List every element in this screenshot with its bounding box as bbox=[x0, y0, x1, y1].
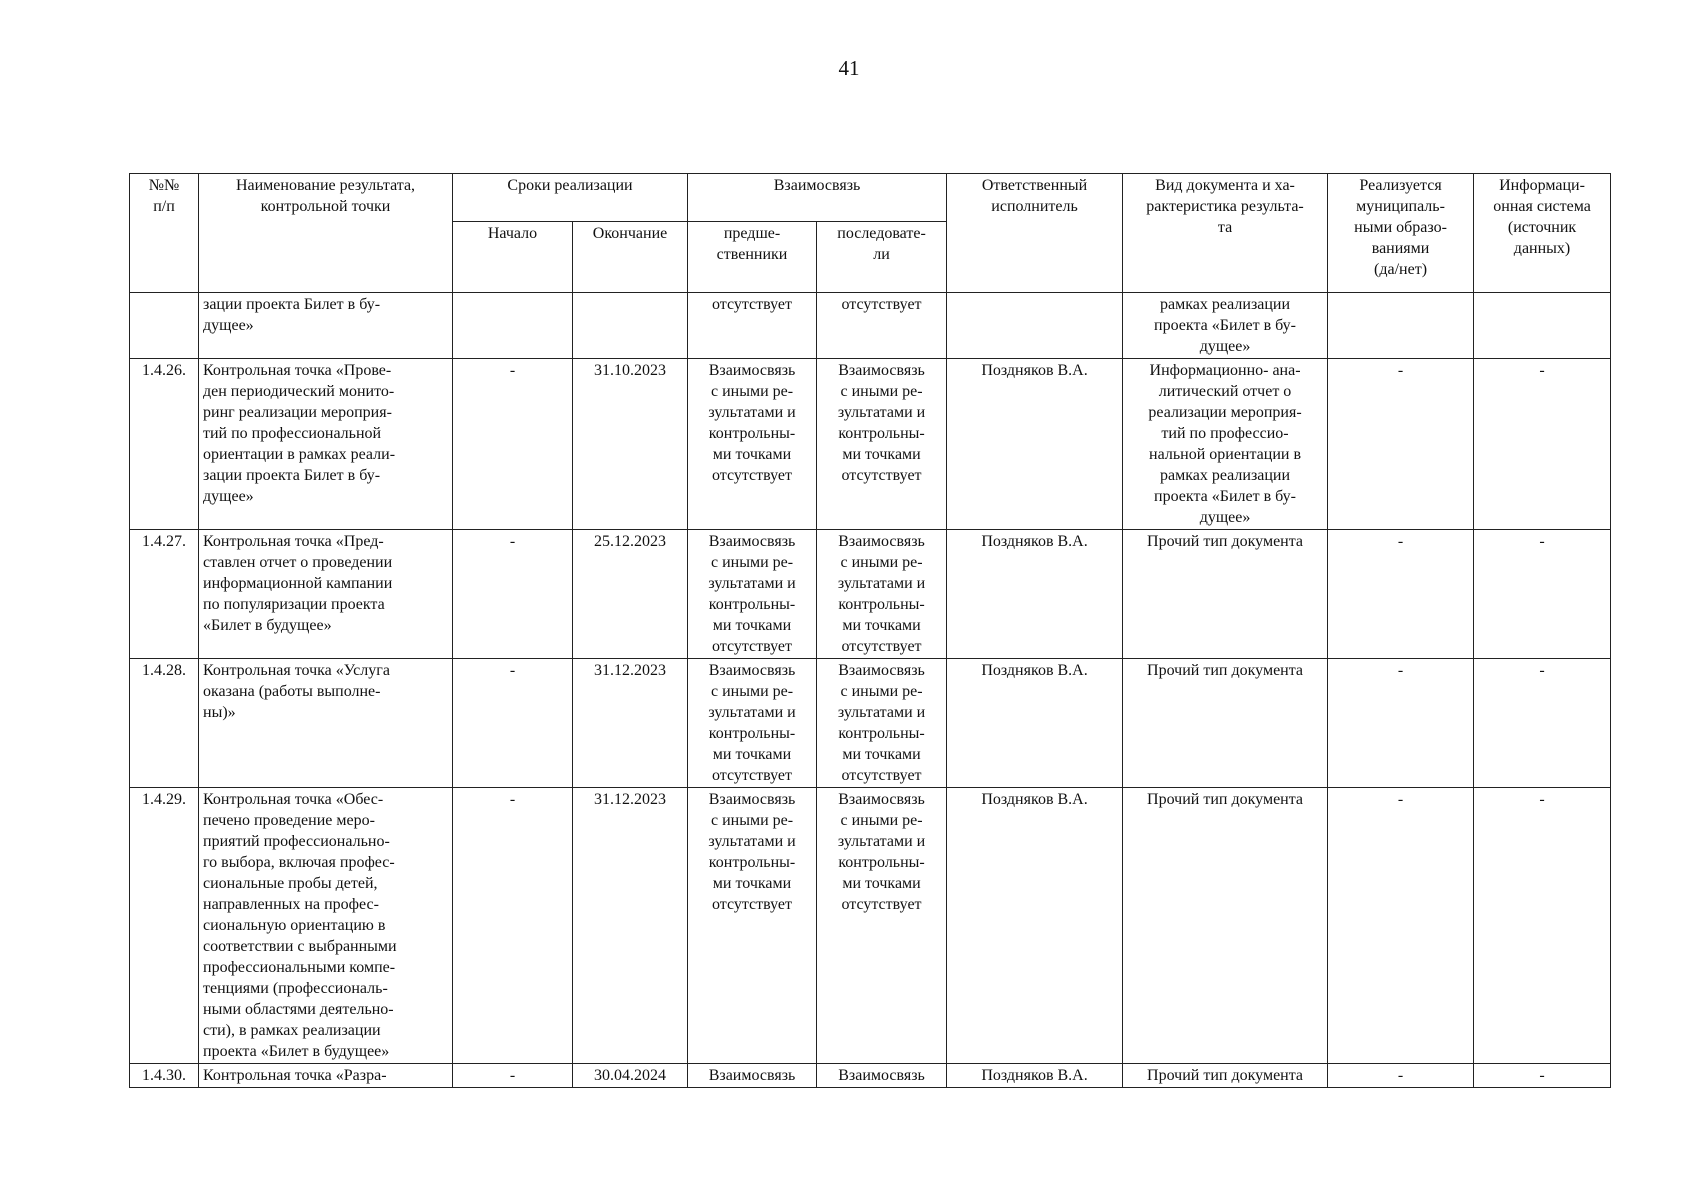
cell-number: 1.4.30. bbox=[130, 1064, 199, 1088]
cell-start: - bbox=[453, 788, 573, 1064]
cell-responsible: Поздняков В.А. bbox=[947, 359, 1123, 530]
cell-info-system: - bbox=[1474, 359, 1611, 530]
cell-predecessors: Взаимосвязь с иными ре- зультатами и контрольны- ми точками отсутствует bbox=[688, 788, 817, 1064]
cell-info-system: - bbox=[1474, 788, 1611, 1064]
page-number: 41 bbox=[838, 56, 860, 80]
header-municipal: Реализуется муниципаль- ными образо- ваниями (да/нет) bbox=[1328, 174, 1474, 293]
header-responsible: Ответственный исполнитель bbox=[947, 174, 1123, 293]
table-row bbox=[130, 788, 1611, 1064]
cell-number: 1.4.26. bbox=[130, 359, 199, 530]
cell-successors: Взаимосвязь с иными ре- зультатами и контрольны- ми точками отсутствует bbox=[817, 359, 947, 530]
cell-responsible: Поздняков В.А. bbox=[947, 530, 1123, 659]
cell-number bbox=[130, 293, 199, 359]
cell-end: 25.12.2023 bbox=[573, 530, 688, 659]
cell-municipal: - bbox=[1328, 530, 1474, 659]
table-header bbox=[130, 174, 1611, 293]
table-row bbox=[130, 293, 1611, 359]
cell-result-name: Контрольная точка «Пред- ставлен отчет о проведении информационной кампании по популяризации проекта «Билет в будущее» bbox=[199, 530, 453, 659]
header-number: №№ п/п bbox=[130, 174, 199, 293]
header-successors: последовате- ли bbox=[817, 222, 947, 293]
cell-start: - bbox=[453, 530, 573, 659]
cell-responsible: Поздняков В.А. bbox=[947, 659, 1123, 788]
cell-start: - bbox=[453, 359, 573, 530]
cell-municipal: - bbox=[1328, 359, 1474, 530]
cell-info-system: - bbox=[1474, 1064, 1611, 1088]
cell-document-type: Информационно- ана- литический отчет о реализации мероприя- тий по профессио- нальной ориентации в рамках реализации проекта «Билет в бу- дущее» bbox=[1123, 359, 1328, 530]
header-document-type: Вид документа и ха- рактеристика результа- та bbox=[1123, 174, 1328, 293]
cell-end: 31.12.2023 bbox=[573, 788, 688, 1064]
cell-document-type: Прочий тип документа bbox=[1123, 788, 1328, 1064]
header-info-system: Информаци- онная система (источник данных) bbox=[1474, 174, 1611, 293]
cell-result-name: Контрольная точка «Прове- ден периодический монито- ринг реализации мероприя- тий по профессиональной ориентации в рамках реали- зации проекта Билет в бу- дущее» bbox=[199, 359, 453, 530]
cell-end: 30.04.2024 bbox=[573, 1064, 688, 1088]
header-implementation-dates: Сроки реализации bbox=[453, 174, 688, 222]
cell-responsible bbox=[947, 293, 1123, 359]
cell-successors: Взаимосвязь с иными ре- зультатами и контрольны- ми точками отсутствует bbox=[817, 530, 947, 659]
cell-successors: Взаимосвязь с иными ре- зультатами и контрольны- ми точками отсутствует bbox=[817, 659, 947, 788]
cell-start: - bbox=[453, 659, 573, 788]
cell-start bbox=[453, 293, 573, 359]
cell-predecessors: Взаимосвязь с иными ре- зультатами и контрольны- ми точками отсутствует bbox=[688, 659, 817, 788]
cell-municipal: - bbox=[1328, 659, 1474, 788]
header-result-name: Наименование результата, контрольной точки bbox=[199, 174, 453, 293]
cell-municipal: - bbox=[1328, 1064, 1474, 1088]
cell-info-system: - bbox=[1474, 530, 1611, 659]
cell-end: 31.12.2023 bbox=[573, 659, 688, 788]
cell-responsible: Поздняков В.А. bbox=[947, 788, 1123, 1064]
cell-municipal bbox=[1328, 293, 1474, 359]
cell-result-name: зации проекта Билет в бу- дущее» bbox=[199, 293, 453, 359]
cell-end bbox=[573, 293, 688, 359]
cell-predecessors: отсутствует bbox=[688, 293, 817, 359]
cell-document-type: Прочий тип документа bbox=[1123, 659, 1328, 788]
cell-number: 1.4.28. bbox=[130, 659, 199, 788]
cell-predecessors: Взаимосвязь с иными ре- зультатами и контрольны- ми точками отсутствует bbox=[688, 530, 817, 659]
cell-number: 1.4.29. bbox=[130, 788, 199, 1064]
cell-successors: Взаимосвязь с иными ре- зультатами и контрольны- ми точками отсутствует bbox=[817, 788, 947, 1064]
cell-info-system: - bbox=[1474, 659, 1611, 788]
cell-document-type: Прочий тип документа bbox=[1123, 1064, 1328, 1088]
cell-municipal: - bbox=[1328, 788, 1474, 1064]
cell-document-type: Прочий тип документа bbox=[1123, 530, 1328, 659]
header-end: Окончание bbox=[573, 222, 688, 293]
cell-end: 31.10.2023 bbox=[573, 359, 688, 530]
header-predecessors: предше- ственники bbox=[688, 222, 817, 293]
table-row bbox=[130, 530, 1611, 659]
cell-result-name: Контрольная точка «Услуга оказана (работы выполне- ны)» bbox=[199, 659, 453, 788]
cell-result-name: Контрольная точка «Разра- bbox=[199, 1064, 453, 1088]
cell-responsible: Поздняков В.А. bbox=[947, 1064, 1123, 1088]
header-relationship: Взаимосвязь bbox=[688, 174, 947, 222]
cell-start: - bbox=[453, 1064, 573, 1088]
table-row bbox=[130, 1064, 1611, 1088]
cell-info-system bbox=[1474, 293, 1611, 359]
cell-result-name: Контрольная точка «Обес- печено проведение меро- приятий профессионально- го выбора, включая профес- сиональные пробы детей, направленных на профес- сиональную ориентацию в соответствии с выбранными профессиональными компе- тенциями (профессиональ- ными областями деятельно- сти), в рамках реализации проекта «Билет в будущее» bbox=[199, 788, 453, 1064]
table-row bbox=[130, 659, 1611, 788]
cell-predecessors: Взаимосвязь с иными ре- зультатами и контрольны- ми точками отсутствует bbox=[688, 359, 817, 530]
table-row bbox=[130, 359, 1611, 530]
cell-successors: отсутствует bbox=[817, 293, 947, 359]
table-body bbox=[130, 293, 1611, 1088]
implementation-plan-table bbox=[129, 173, 1611, 1088]
cell-number: 1.4.27. bbox=[130, 530, 199, 659]
cell-document-type: рамках реализации проекта «Билет в бу- дущее» bbox=[1123, 293, 1328, 359]
header-start: Начало bbox=[453, 222, 573, 293]
cell-successors: Взаимосвязь bbox=[817, 1064, 947, 1088]
cell-predecessors: Взаимосвязь bbox=[688, 1064, 817, 1088]
